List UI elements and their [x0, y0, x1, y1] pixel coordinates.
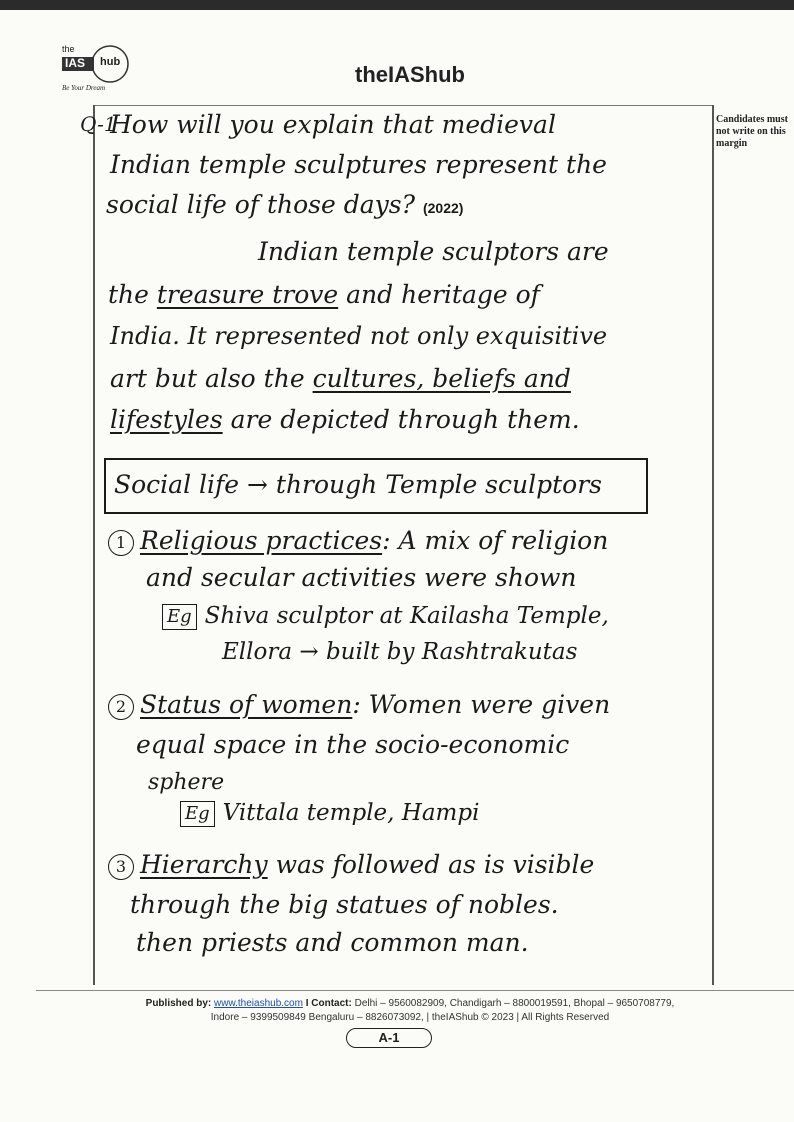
question-line-2: Indian temple sculptures represent the: [110, 150, 607, 179]
intro-line-4: [110, 364, 571, 393]
footer-contact-label: I Contact:: [305, 998, 352, 1009]
footer: [100, 997, 720, 1025]
point-3-line-3: then priests and common man.: [136, 928, 529, 957]
intro-treasure-trove: treasure trove: [156, 280, 339, 309]
footer-website-link[interactable]: www.theiashub.com: [214, 998, 303, 1009]
point-1-text-1: : A mix of religion: [382, 526, 609, 555]
point-3-line-2: through the big statues of nobles.: [130, 890, 559, 919]
margin-note: Candidates must not write on this margin: [716, 114, 788, 149]
intro-line-5: [110, 405, 580, 434]
point-1-example: [162, 603, 609, 630]
point-2-example: [180, 800, 479, 827]
point-1-line-2: and secular activities were shown: [146, 563, 577, 592]
footer-line-2: Indore – 9399509849 Bengaluru – 8826073092, | theIAShub © 2023 | All Rights Reserved: [210, 1012, 610, 1023]
point-3-line-1: [108, 850, 594, 880]
section-heading: Social life → through Temple sculptors: [114, 470, 602, 499]
intro-line-3: India. It represented not only exquisitive: [110, 322, 608, 350]
point-2-number: 2: [108, 694, 134, 720]
top-rule: [93, 105, 712, 106]
point-3-number: 3: [108, 854, 134, 880]
footer-line-1: [100, 997, 720, 1011]
point-1-eg-line-2: Ellora → built by Rashtrakutas: [222, 639, 578, 665]
question-year: (2022): [422, 200, 464, 216]
point-1-title: Religious practices: [140, 526, 383, 555]
point-2-line-1: [108, 690, 610, 720]
scan-top-edge: [0, 0, 794, 10]
logo-main-text: IAS: [65, 56, 86, 70]
point-1-line-1: [108, 526, 608, 556]
intro-line-2-post: and heritage of: [338, 280, 540, 309]
footer-contacts: Delhi – 9560082909, Chandigarh – 8800019591, Bhopal – 9650708779,: [354, 998, 675, 1009]
point-1-number: 1: [108, 530, 134, 556]
intro-line-5-post: are depicted through them.: [222, 405, 580, 434]
point-2-eg-line-1: Vittala temple, Hampi: [222, 800, 480, 826]
point-2-eg-label: Eg: [180, 801, 215, 827]
point-2-text-1: : Women were given: [352, 690, 611, 719]
intro-cultures-beliefs: cultures, beliefs and: [312, 364, 571, 393]
footer-published-label: Published by:: [145, 998, 212, 1009]
page-title: theIAShub: [355, 62, 465, 87]
left-margin-line: [93, 105, 95, 985]
right-margin-line: [712, 105, 714, 985]
point-2-line-2: equal space in the socio-economic: [136, 730, 570, 759]
point-2-title: Status of women: [140, 690, 353, 719]
point-2-line-3: sphere: [148, 770, 225, 795]
logo-tagline: Be Your Dream: [62, 84, 106, 92]
intro-line-4-pre: art but also the: [110, 364, 313, 393]
intro-line-2-pre: the: [108, 280, 157, 309]
point-1-eg-label: Eg: [162, 604, 197, 630]
logo: [58, 42, 138, 98]
footer-rule: [36, 990, 794, 991]
logo-circle-text: hub: [100, 56, 121, 68]
intro-line-1: Indian temple sculptors are: [258, 237, 609, 266]
intro-line-2: [108, 280, 540, 309]
intro-lifestyles: lifestyles: [110, 405, 223, 434]
question-line-3-text: social life of those days?: [106, 190, 415, 219]
question-line-3: [106, 190, 463, 219]
page-number-tag: A-1: [346, 1028, 432, 1048]
point-1-eg-line-1: Shiva sculptor at Kailasha Temple,: [204, 603, 609, 629]
question-line-1: How will you explain that medieval: [110, 110, 556, 139]
question-number: Q-1: [80, 112, 117, 136]
point-3-title: Hierarchy: [140, 850, 268, 879]
point-3-text-1: was followed as is visible: [267, 850, 595, 879]
logo-top-text: the: [62, 44, 75, 54]
